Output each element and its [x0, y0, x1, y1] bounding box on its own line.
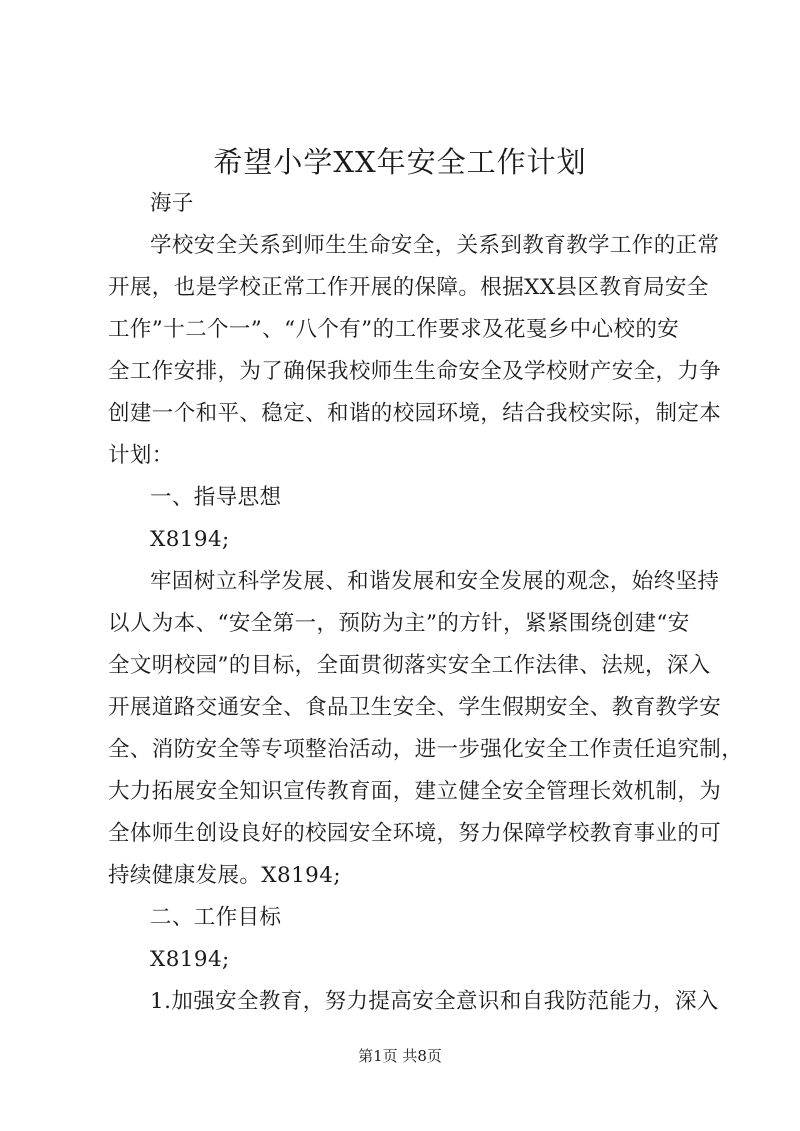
- section-heading: 二、工作目标: [150, 905, 282, 930]
- paragraph-line: 创建一个和平、稳定、和谐的校园环境，结合我校实际，制定本: [108, 401, 722, 426]
- paragraph-line: 全工作安排，为了确保我校师生生命安全及学校财产安全，力争: [108, 359, 722, 384]
- page-footer: 第1页 共8页: [358, 1047, 442, 1065]
- section-heading: 一、指导思想: [150, 485, 282, 510]
- paragraph-line: 大力拓展安全知识宣传教育面，建立健全安全管理长效机制，为: [108, 779, 722, 804]
- paragraph-line: 全文明校园”的目标，全面贯彻落实安全工作法律、法规，深入: [108, 653, 711, 678]
- paragraph-line: 全体师生创设良好的校园安全环境，努力保障学校教育事业的可: [108, 821, 722, 846]
- paragraph-line: X8194;: [150, 947, 230, 972]
- paragraph-line: 1.加强安全教育，努力提高安全意识和自我防范能力，深入: [150, 989, 719, 1014]
- paragraph-line: 全、消防安全等专项整治活动，进一步强化安全工作责任追究制，: [108, 737, 744, 762]
- paragraph-line: 计划：: [108, 443, 174, 468]
- paragraph-line: 牢固树立科学发展、和谐发展和安全发展的观念，始终坚持: [150, 569, 720, 594]
- author-line: 海子: [150, 191, 194, 216]
- document-title: 希望小学XX年安全工作计划: [213, 145, 587, 179]
- paragraph-line: 持续健康发展。X8194;: [108, 863, 341, 888]
- paragraph-line: 以人为本、“安全第一，预防为主”的方针，紧紧围绕创建“安: [108, 611, 690, 636]
- paragraph-line: 工作”十二个一”、“八个有”的工作要求及花戛乡中心校的安: [108, 317, 680, 342]
- paragraph-line: 开展道路交通安全、食品卫生安全、学生假期安全、教育教学安: [108, 695, 722, 720]
- paragraph-line: X8194;: [150, 527, 230, 552]
- paragraph-line: 学校安全关系到师生生命安全，关系到教育教学工作的正常: [150, 233, 720, 258]
- paragraph-line: 开展，也是学校正常工作开展的保障。根据XX县区教育局安全: [108, 275, 709, 300]
